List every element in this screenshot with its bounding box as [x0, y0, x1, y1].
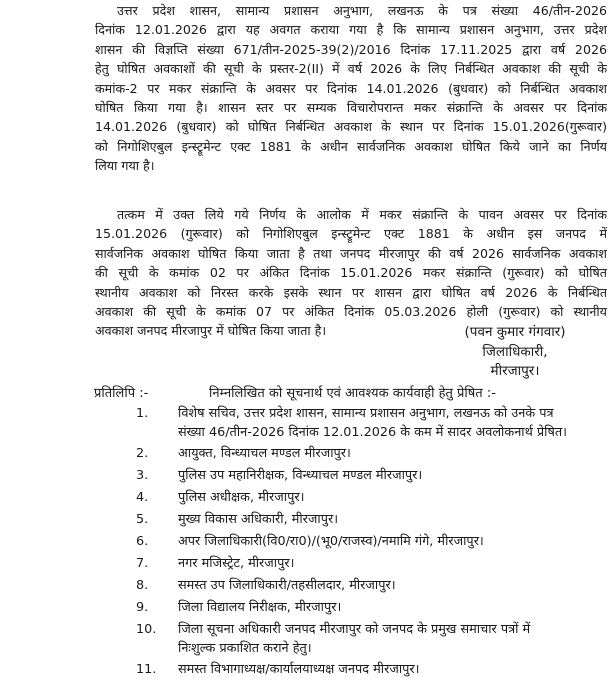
item-text: निःशुल्क प्रकाशित कराने हेतु।: [178, 641, 312, 656]
paragraph-line: स्थानीय अवकाश को निरस्त करके इसके स्थान पर शासन द्वारा घोषित वर्ष 2026 के निर्बन्धित: [95, 284, 607, 300]
paragraph-line: शासन की विज्ञप्ति संख्या 671/तीन-2025-39(2)/2016 दिनांक 17.11.2025 द्वारा वर्ष 2026: [95, 41, 607, 57]
item-number: 8.: [136, 578, 149, 593]
paragraph-line: अवकाश जनपद मीरजापुर में घोषित किया जाता है।: [95, 323, 327, 339]
item-text: जिला विद्यालय निरीक्षक, मीरजापुर।: [178, 600, 342, 615]
signatory-designation: जिलाधिकारी,: [482, 344, 548, 360]
paragraph-line: 14.01.2026 (बुधवार) को घोषित निर्बन्धित अवकाश के स्थान पर दिनांक 15.01.2026(गुरूवार): [95, 119, 607, 135]
paragraph-line: को निगोशिएबुल इन्स्ट्रूमेन्ट एक्ट 1881 के अधीन सार्वजनिक अवकाश घोषित किये जाने का निर्णय: [95, 138, 607, 154]
item-text: नगर मजिस्ट्रेट, मीरजापुर।: [178, 556, 295, 571]
item-number: 5.: [136, 512, 149, 527]
item-text: आयुक्त, विन्ध्याचल मण्डल मीरजापुर।: [178, 446, 351, 461]
item-text: समस्त विभागाध्यक्ष/कार्यालयाध्यक्ष जनपद मीरजापुर।: [178, 662, 420, 677]
item-number: 1.: [136, 406, 149, 421]
signatory-district: मीरजापुर।: [490, 363, 540, 379]
item-text: संख्या 46/तीन-2026 दिनांक 12.01.2026 के कम में सादर अवलोकनार्थ प्रेषित।: [178, 425, 567, 440]
item-text: पुलिस उप महानिरीक्षक, विन्ध्याचल मण्डल मीरजापुर।: [178, 468, 423, 483]
paragraph-line: तत्कम में उक्त लिये गये निर्णय के आलोक में मकर संक्रान्ति के पावन अवसर पर दिनांक: [117, 207, 607, 222]
item-text: पुलिस अधीक्षक, मीरजापुर।: [178, 490, 305, 505]
paragraph-line: घोषित किया गया है। शासन स्तर पर सम्यक विचारोपरान्त मकर संक्रान्ति के अवसर पर दिनांक: [95, 100, 607, 116]
paragraph-line: हेतु घोषित अवकाशों की सूची के प्रस्तर-2(II) में वर्ष 2026 के लिए निर्बन्धित अवकाश की सूची के: [95, 61, 607, 77]
item-number: 6.: [136, 534, 149, 549]
paragraph-line: दिनांक 12.01.2026 द्वारा यह अवगत कराया गया है कि सामान्य प्रशासन अनुभाग, उत्तर प्रदेश: [95, 22, 607, 38]
signatory-name: (पवन कुमार गंगवार): [464, 324, 566, 340]
paragraph-line: सार्वजनिक अवकाश घोषित किया जाता है तथा जनपद मीरजापुर की वर्ष 2026 सार्वजनिक अवकाश: [95, 245, 607, 261]
item-number: 3.: [136, 468, 149, 483]
paragraph-line: अवकाश की सूची के कमांक 07 पर अंकित दिनांक 05.03.2026 होली (गुरूवार) को स्थानीय: [95, 304, 607, 320]
item-number: 11.: [136, 662, 157, 677]
copy-label: प्रतिलिपि :-: [94, 386, 149, 401]
paragraph-1: [95, 1, 607, 176]
paragraph-line: उत्तर प्रदेश शासन, सामान्य प्रशासन अनुभाग, लखनऊ के पत्र संख्या 46/तीन-2026: [117, 3, 607, 18]
copy-heading: निम्नलिखित को सूचनार्थ एवं आवश्यक कार्यवाही हेतु प्रेषित :-: [209, 386, 496, 401]
item-number: 7.: [136, 556, 149, 571]
item-text: मुख्य विकास अधिकारी, मीरजापुर।: [178, 512, 339, 527]
paragraph-line: की सूची के कमांक 02 पर अंकित दिनांक 15.01.2026 मकर संक्रान्ति (गुरूवार) को घोषित: [95, 265, 607, 281]
paragraph-line: 15.01.2026 (गुरूवार) को निगोशिएबुल इन्स्ट्रूमेन्ट एक्ट 1881 के अधीन इस जनपद में: [95, 226, 607, 242]
item-text: जिला सूचना अधिकारी जनपद मीरजापुर को जनपद के प्रमुख समाचार पत्रों में: [178, 622, 531, 637]
item-number: 9.: [136, 600, 149, 615]
paragraph-2: [95, 205, 607, 341]
paragraph-line: लिया गया है।: [95, 158, 155, 174]
item-text: अपर जिलाधिकारी(वि0/रा0)/(भू0/राजस्व)/नमामि गंगे, मीरजापुर।: [178, 534, 484, 549]
item-text: विशेष सचिव, उत्तर प्रदेश शासन, सामान्य प्रशासन अनुभाग, लखनऊ को उनके पत्र: [178, 406, 554, 421]
item-number: 2.: [136, 446, 149, 461]
item-text: समस्त उप जिलाधिकारी/तहसीलदार, मीरजापुर।: [178, 578, 396, 593]
paragraph-line: कमांक-2 पर मकर संक्रान्ति के अवसर पर दिनांक 14.01.2026 (बुधवार) को निर्बन्धित अवकाश: [95, 80, 607, 96]
item-number: 4.: [136, 490, 149, 505]
item-number: 10.: [136, 622, 157, 637]
